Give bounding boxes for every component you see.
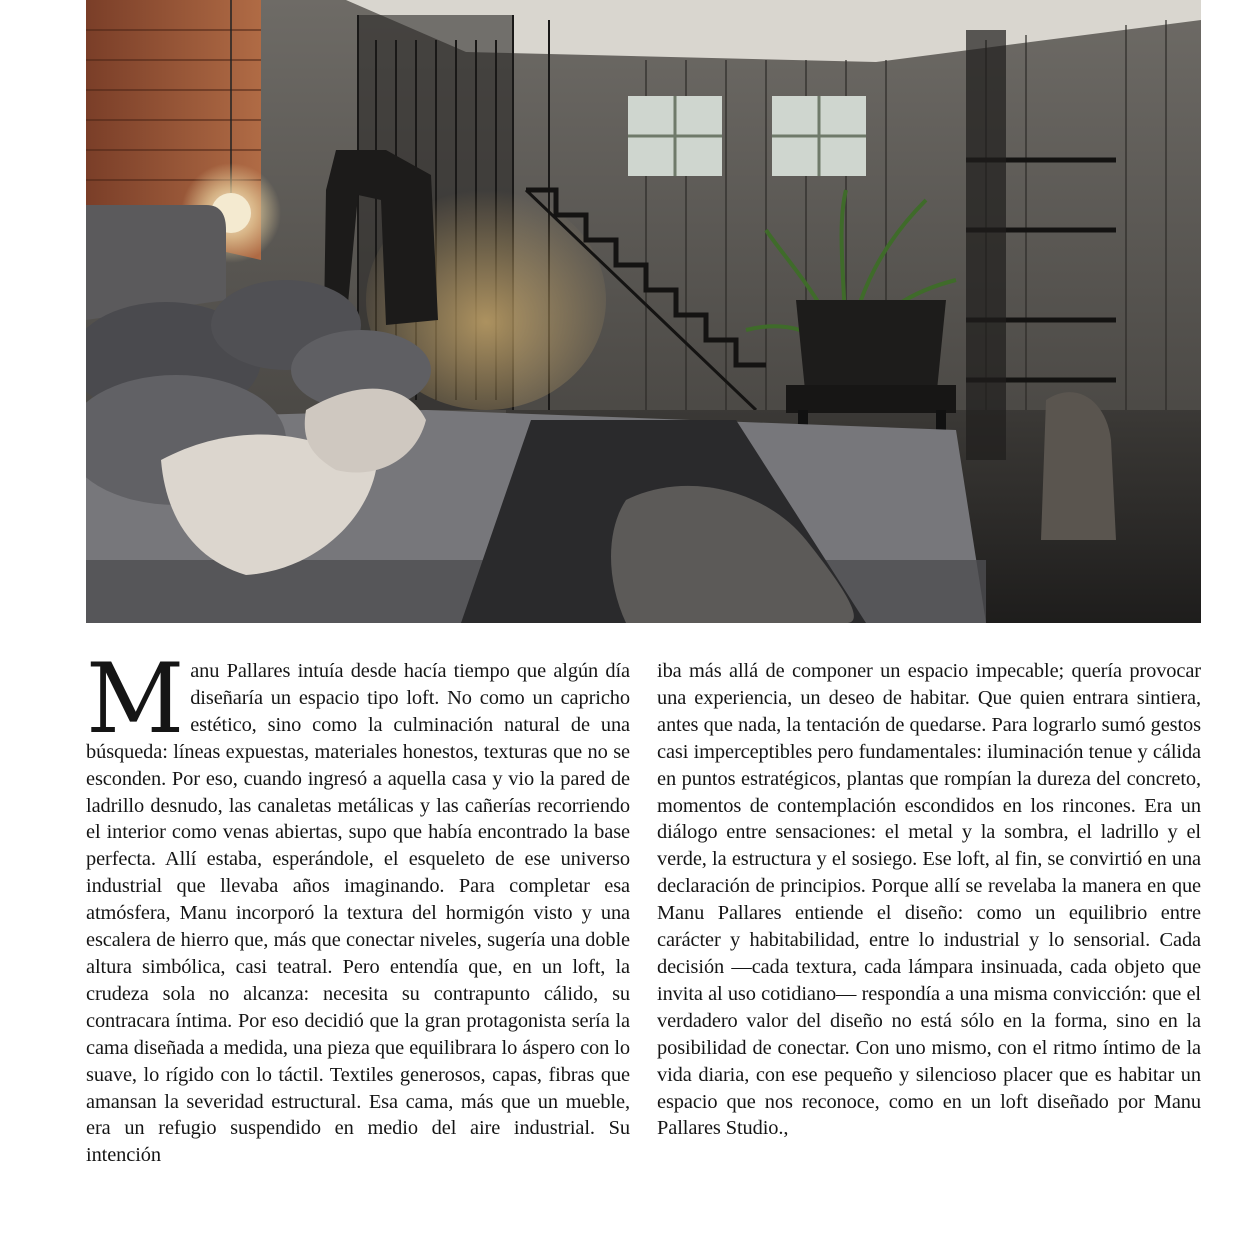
bedroom-photo [86, 0, 1201, 623]
loft-bedroom-illustration [86, 0, 1201, 623]
column-1-text: anu Pallares intuía desde hacía tiempo que algún día diseñaría un espacio tipo loft. No como un capricho estético, sino como la culminación natural de una búsqueda: líneas expuestas, materiales honestos, texturas que no se esconden. Por eso, cuando ingresó a aquella casa y vio la pared de ladrillo desnudo, las canaletas metálicas y las cañerías recorriendo el interior como venas abiertas, supo que había encontrado la base perfecta. Allí estaba, esperándole, el esqueleto de ese universo industrial que llevaba años imaginando. Para completar esa atmósfera, Manu incorporó la textura del hormigón visto y una escalera de hierro que, más que conectar niveles, sugería una doble altura simbólica, casi teatral. Pero entendía que, en un loft, la crudeza sola no alcanza: necesita su contrapunto cálido, su contracara íntima. Por eso decidió que la gran protagonista sería la cama diseñada a medida, una pieza que equilibrara lo áspero con lo suave, lo rígido con lo táctil. Textiles generosos, capas, fibras que amansan la severidad estructural. Esa cama, más que un mueble, era un refugio suspendido en medio del aire industrial. Su intención [86, 660, 630, 1167]
article-paragraph-1 [86, 643, 630, 1169]
article-column-right [657, 658, 1201, 1233]
column-2-text: iba más allá de componer un espacio impecable; quería provocar una experiencia, un deseo de habitar. Que quien entrara sintiera, antes que nada, la tentación de quedarse. Para lograrlo sumó gestos casi imperceptibles pero fundamentales: iluminación tenue y cálida en puntos estratégicos, plantas que rompían la dureza del concreto, momentos de contemplación escondidos en los rincones. Era un diálogo entre sensaciones: el metal y la sombra, el ladrillo y el verde, la estructura y el sosiego. Ese loft, al fin, se convirtió en una declaración de principios. Porque allí se revelaba la manera en que Manu Pallares entiende el diseño: como un equilibrio entre carácter y habitabilidad, entre lo industrial y lo sensorial. Cada decisión —cada textura, cada lámpara insinuada, cada objeto que invita al uso cotidiano— respondía a una misma convicción: que el verdadero valor del diseño no está sólo en la forma, sino en la posibilidad de conectar. Con uno mismo, con el ritmo íntimo de la vida diaria, con ese pequeño y silencioso placer que es habitar un espacio que nos reconoce, como en un loft diseñado por Manu Pallares Studio., [657, 660, 1201, 1140]
article-body [86, 643, 1201, 1233]
drop-cap: M [86, 643, 185, 755]
article-column-left [86, 643, 630, 1233]
